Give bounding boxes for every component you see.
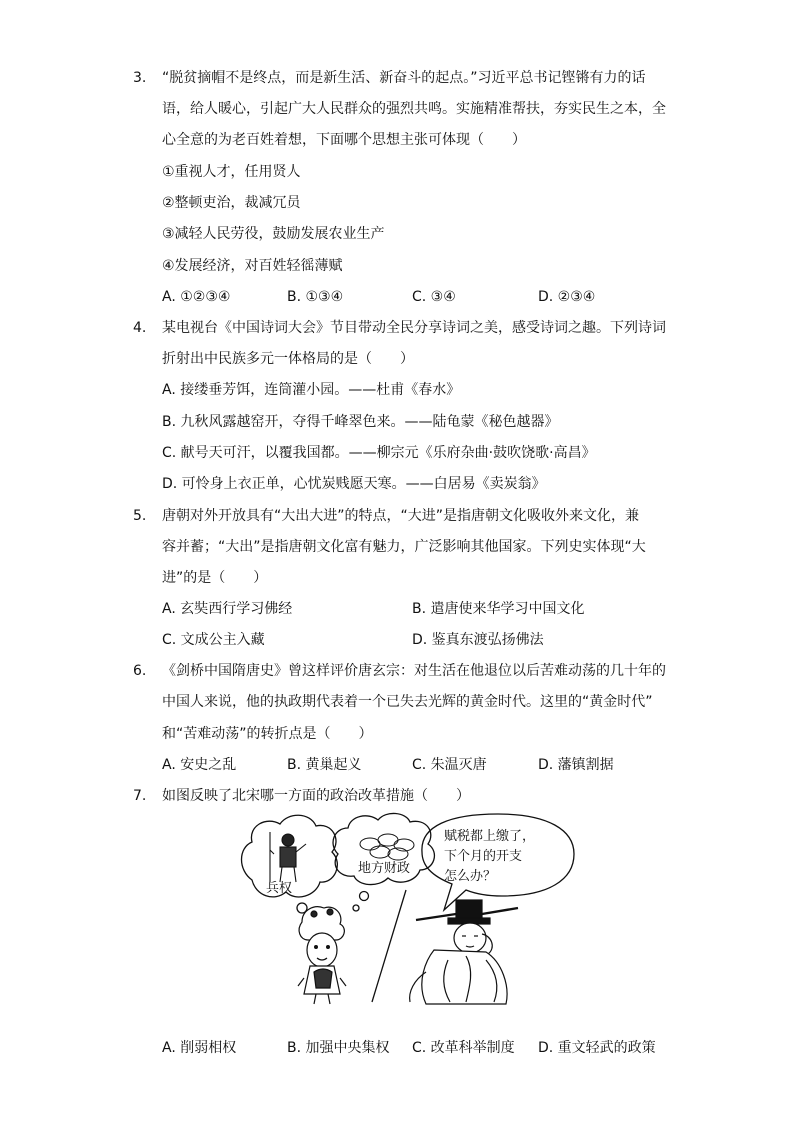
q4-option-c[interactable]: C. 献号天可汗，以覆我国都。——柳宗元《乐府杂曲·鼓吹饶歌·高昌》 — [162, 445, 596, 461]
q3-number: 3. — [133, 70, 147, 86]
q6-option-c[interactable]: C. 朱温灭唐 — [412, 757, 487, 773]
q5-stem-line: 唐朝对外开放具有“大出大进”的特点，“大进”是指唐朝文化吸收外来文化，兼 — [162, 508, 640, 524]
q3-option-c[interactable]: C. ③④ — [412, 289, 456, 305]
q3-option-d[interactable]: D. ②③④ — [538, 289, 596, 305]
q4-stem-line: 某电视台《中国诗词大会》节目带动全民分享诗词之美，感受诗词之趣。下列诗词 — [162, 320, 666, 336]
official-figure — [410, 900, 518, 1004]
q3-item: ②整顿吏治，裁减冗员 — [162, 195, 301, 211]
bubble-label-finance: 地方财政 — [358, 861, 411, 876]
q3-stem-line: “脱贫摘帽不是终点，而是新生活、新奋斗的起点。”习近平总书记铿锵有力的话 — [162, 70, 646, 86]
song-reform-cartoon — [230, 810, 580, 1005]
q3-stem-line: 语，给人暖心，引起广大人民群众的强烈共鸣。实施精准帮扶，夯实民生之本，全 — [162, 101, 666, 117]
thought-dot — [353, 905, 359, 911]
q7-option-d[interactable]: D. 重文轻武的政策 — [538, 1040, 656, 1056]
q5-option-d[interactable]: D. 鉴真东渡弘扬佛法 — [412, 632, 544, 648]
q7-option-c[interactable]: C. 改革科举制度 — [412, 1040, 515, 1056]
q6-option-b[interactable]: B. 黄巢起义 — [287, 757, 362, 773]
soldier-icon — [270, 832, 306, 882]
q5-option-a[interactable]: A. 玄奘西行学习佛经 — [162, 601, 293, 617]
q3-item: ④发展经济，对百姓轻徭薄赋 — [162, 258, 343, 274]
q4-option-b[interactable]: B. 九秋风露越窑开，夺得千峰翠色来。——陆龟蒙《秘色越器》 — [162, 414, 559, 430]
q3-stem-line: 心全意的为老百姓着想，下面哪个思想主张可体现（ ） — [162, 132, 526, 148]
q6-option-d[interactable]: D. 藩镇割据 — [538, 757, 614, 773]
q5-stem-line: 容并蓄；“大出”是指唐朝文化富有魅力，广泛影响其他国家。下列史实体现“大 — [162, 539, 646, 555]
speech-line: 赋税都上缴了， — [444, 829, 536, 844]
coins-icon — [360, 834, 414, 860]
q5-stem-line: 进”的是（ ） — [162, 570, 268, 586]
q5-option-b[interactable]: B. 遣唐使来华学习中国文化 — [412, 601, 585, 617]
thought-dot — [360, 892, 369, 901]
q6-stem-line: 中国人来说，他的执政期代表着一个已失去光辉的黄金时代。这里的“黄金时代” — [162, 694, 653, 710]
divider-line — [372, 890, 406, 1002]
bubble-label-military: 兵权 — [266, 881, 293, 896]
q7-option-b[interactable]: B. 加强中央集权 — [287, 1040, 390, 1056]
q6-number: 6. — [133, 663, 147, 679]
q6-stem-line: 和“苦难动荡”的转折点是（ ） — [162, 726, 373, 742]
q3-option-a[interactable]: A. ①②③④ — [162, 289, 231, 305]
emperor-figure — [298, 907, 346, 1004]
q7-option-a[interactable]: A. 削弱相权 — [162, 1040, 237, 1056]
q5-number: 5. — [133, 508, 147, 524]
q3-option-b[interactable]: B. ①③④ — [287, 289, 344, 305]
q6-stem-line: 《剑桥中国隋唐史》曾这样评价唐玄宗：对生活在他退位以后苦难动荡的几十年的 — [162, 663, 666, 679]
q4-number: 4. — [133, 320, 147, 336]
q4-stem-line: 折射出中民族多元一体格局的是（ ） — [162, 351, 414, 367]
q4-option-a[interactable]: A. 接缕垂芳饵，连筒灌小园。——杜甫《春水》 — [162, 382, 461, 398]
q3-item: ③减轻人民劳役，鼓励发展农业生产 — [162, 226, 385, 242]
speech-line: 怎么办？ — [444, 869, 497, 884]
q6-option-a[interactable]: A. 安史之乱 — [162, 757, 237, 773]
q7-number: 7. — [133, 788, 147, 804]
speech-line: 下个月的开支 — [444, 849, 523, 864]
q5-option-c[interactable]: C. 文成公主入藏 — [162, 632, 265, 648]
q3-item: ①重视人才，任用贤人 — [162, 164, 301, 180]
q4-option-d[interactable]: D. 可怜身上衣正单，心忧炭贱愿天寒。——白居易《卖炭翁》 — [162, 476, 546, 492]
q7-stem-line: 如图反映了北宋哪一方面的政治改革措施（ ） — [162, 788, 470, 804]
